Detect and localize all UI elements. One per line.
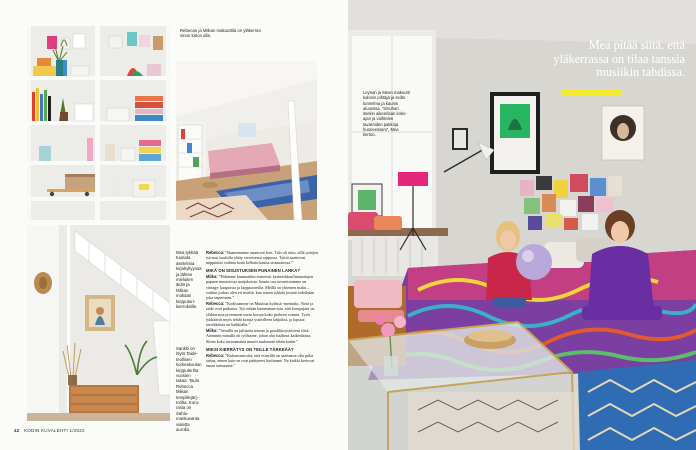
attic-bedroom-photo <box>176 61 317 220</box>
paragraph-text: ”Kodissamme on Muuttua kylässä -meininki. Vietä ja taide ovat paikassa. Työ teikän kummanne niin, että korupajani on yläkerrassa ja teemme usein koruja koko perheen voimin. Tytöt tykkäävät myös tehdä koruja ystävilleen lahjoiksi, ja lopuita tarvikkeista on kaikkialla.” <box>206 301 315 327</box>
article-paragraph <box>206 328 319 343</box>
paragraph-text: ”Kokonsaan sitä, että esineillä on saattamut olla pitkä tarina, ennen kuin ne ovat päätyneet kotiimme. Ne kaikki kertovat omaa tarinaansa.” <box>206 352 315 368</box>
stairs-note-caption: Mea tykkää tuunata asetelmia kirjahyllyynsä ja lähtee mieluiten äidin ja Miikan mukaan kirpputorikierroksille. <box>176 250 202 310</box>
page-folio <box>14 428 85 433</box>
paragraph-text: ”Baanniminne asuntoon ferti. Talo oli tuttu, sillä tyttöjen isä asui tuudollu yhtäy viereisessä rappussa. Tyttöt saattoivat näppärästi vaihtaa kotia kellarin kautta sisäsuatessa.” <box>206 250 319 266</box>
speaker-name: Rebecca: <box>206 352 225 358</box>
paragraph-text: ”Pidämme kummatkin esineistä: kerimiikkaa/lainnoitujen papuen muotoiesta matjakoista. Saurin osa tavaroistamme on vintage: kaupoista ja kirpputoreilta. Meillä on yhteinen maku – vaitkin joskus olen eri mieltä, kun toinen tykkää jostain todellakin joka tarpeeseen.” <box>206 274 315 300</box>
article-paragraph <box>206 274 319 299</box>
speaker-name: Rebecca: <box>206 301 225 307</box>
paragraph-text: ”Seinillä on julisteita minun ja graafikkoystävieni töitä. Aiemmin minulla oli työhuone, johon olin haalinut kaikenlaista. Sitten koko tavarumäärä muutti mukanani tähän kotiin.” <box>206 328 312 344</box>
magazine-name: KODIN KUVALEHTI 1/2022 <box>24 428 85 433</box>
attic-caption: Rebecan ja Miikan makuuttila on yläkerran vinon katon alla. <box>180 28 261 39</box>
speaker-name: Rebecca: <box>206 250 225 255</box>
pull-quote: Mea pitää siitä, että yläkerrassa on tilaa tanssia musiikin tahdissa. <box>553 38 685 80</box>
bedroom-photo <box>348 0 696 450</box>
article-paragraph <box>206 250 319 265</box>
staircase-photo <box>27 225 170 421</box>
bookshelf-photo <box>27 26 170 220</box>
paint-note-caption: Sankki on löytö Taideteollisen korkeakoulun kirpputerilta vuosien takaa. Taulu Rebecca Miikan tempillejärjtorilta. Korurasia on Sahtumankuvanta vialetta aurolla. <box>176 346 202 433</box>
pull-quote-accent-bar <box>562 89 622 95</box>
article-body <box>206 250 319 369</box>
page-number: 42 <box>14 428 20 433</box>
speaker-name: Miika: <box>206 328 218 334</box>
speaker-name: Miika: <box>206 274 218 280</box>
room-caption: Leynan ja Mean makuutti kolonin pihtäjä ja seilto tunnelma ja kaunis aluusssa. ”Sinuhan itsekin aikeerlaan kokoajan ja vaihtelen tavaroiden pakkoja huoneessani”, Mea kertoo. <box>363 90 410 138</box>
article-paragraph <box>206 301 319 326</box>
question-heading: MIKSI KIERRÄTYS ON TEILLE TÄRKEÄÄ? <box>206 346 294 352</box>
article-paragraph <box>206 353 319 368</box>
question-heading: MIKÄ ON SISUSTUKSEN PUNAINEN LANKA? <box>206 268 300 274</box>
